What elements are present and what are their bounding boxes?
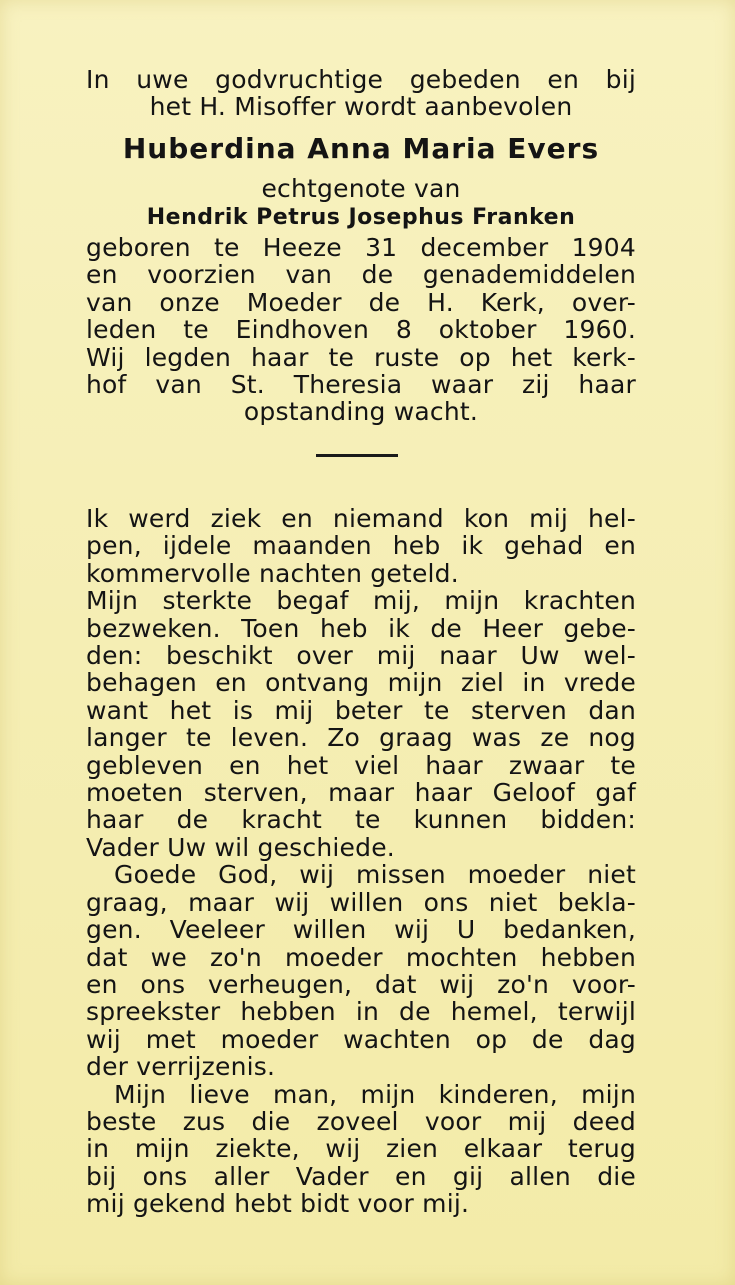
text-line: gebleven en het viel haar zwaar te — [86, 750, 636, 780]
text-line: kommervolle nachten geteld. — [86, 558, 459, 588]
bio-line: van onze Moeder de H. Kerk, over- — [86, 287, 636, 317]
text-line: Mijn sterkte begaf mij, mijn krachten — [86, 586, 636, 616]
text-line: gen. Veeleer willen wij U bedanken, — [86, 915, 636, 945]
intro-section — [86, 66, 636, 121]
bio-line: opstanding wacht. — [243, 397, 479, 427]
text-line: langer te leven. Zo graag was ze nog — [86, 723, 636, 753]
text-line: Vader Uw wil geschiede. — [86, 832, 395, 862]
bio-line: en voorzien van de genademiddelen — [86, 260, 636, 290]
text-line: Goede God, wij missen moeder niet — [114, 860, 636, 890]
intro-line: het H. Misoffer wordt aanbevolen — [149, 92, 573, 122]
divider-line — [316, 454, 398, 457]
text-line: haar de kracht te kunnen bidden: — [86, 805, 636, 835]
text-line: beste zus die zoveel voor mij deed — [86, 1106, 636, 1136]
bio-line: geboren te Heeze 31 december 1904 — [86, 233, 636, 262]
text-line: spreekster hebben in de hemel, terwijl — [86, 997, 636, 1027]
text-line: en ons verheugen, dat wij zo'n voor- — [86, 969, 636, 999]
intro-line: In uwe godvruchtige gebeden en bij — [86, 65, 636, 94]
prayer-text — [86, 505, 636, 1218]
text-line: bij ons aller Vader en gij allen die — [86, 1161, 636, 1191]
text-line: Ik werd ziek en niemand kon mij hel- — [86, 504, 636, 533]
text-line: Mijn lieve man, mijn kinderen, mijn — [114, 1079, 636, 1109]
text-line: in mijn ziekte, wij zien elkaar terug — [86, 1134, 636, 1164]
text-line: want het is mij beter te sterven dan — [86, 695, 636, 725]
text-line: graag, maar wij willen ons niet bekla- — [86, 887, 636, 917]
text-line: pen, ijdele maanden heb ik gehad en — [86, 531, 636, 561]
text-line: den: beschikt over mij naar Uw wel- — [86, 641, 636, 671]
text-line: mij gekend hebt bidt voor mij. — [86, 1189, 470, 1219]
bio-line: hof van St. Theresia waar zij haar — [86, 370, 636, 400]
text-line: behagen en ontvang mijn ziel in vrede — [86, 668, 636, 698]
spouse-name: Hendrik Petrus Josephus Franken — [146, 205, 576, 230]
bio-line: leden te Eindhoven 8 oktober 1960. — [86, 315, 636, 345]
bio-section — [86, 234, 636, 426]
text-line: moeten sterven, maar haar Geloof gaf — [86, 778, 636, 808]
spouse-intro: echtgenote van — [261, 174, 461, 203]
deceased-name: Huberdina Anna Maria Evers — [122, 132, 600, 165]
bio-line: Wij legden haar te ruste op het kerk- — [86, 342, 636, 372]
text-line: bezweken. Toen heb ik de Heer gebe- — [86, 613, 636, 643]
text-line: dat we zo'n moeder mochten hebben — [86, 942, 636, 972]
text-line: wij met moeder wachten op de dag — [86, 1024, 636, 1054]
text-line: der verrijzenis. — [86, 1052, 276, 1082]
